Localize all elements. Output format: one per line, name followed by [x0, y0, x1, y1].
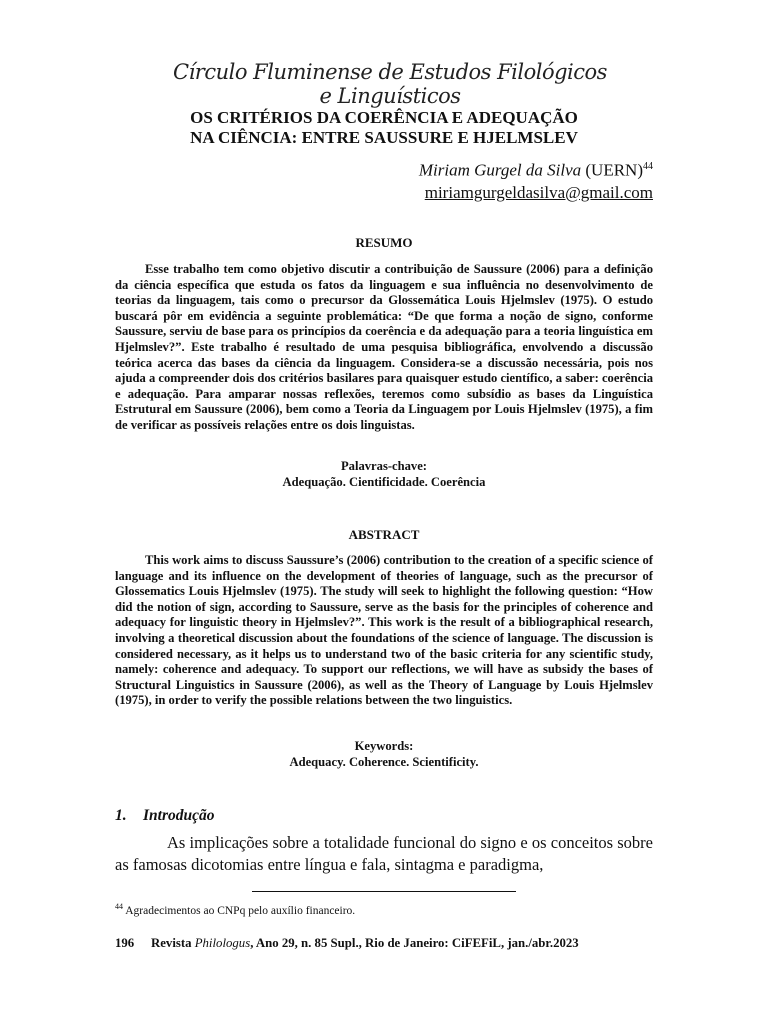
footnote-divider — [252, 891, 516, 892]
page-number: 196 — [115, 936, 135, 950]
resumo-keywords — [115, 458, 653, 490]
section-heading-introducao — [115, 807, 215, 825]
abstract-keywords — [115, 738, 653, 770]
footnote — [115, 902, 355, 917]
abstract-keywords-list: Adequacy. Coherence. Scientificity. — [289, 755, 479, 769]
footer-citation: , Ano 29, n. 85 Supl., Rio de Janeiro: CiFEFiL, jan./abr.2023 — [250, 936, 579, 950]
resumo-body: Esse trabalho tem como objetivo discutir a contribuição de Saussure (2006) para a definição da ciência específica que estuda os fatos da linguagem e sua influência no desenvolvimento de teorias da linguagem, tais como o precursor da Glossemática Louis Hjelmslev (1975). O estudo buscará pôr em evidência a seguinte problemática: “De que forma a noção de signo, conforme Saussure, serviu de base para os princípios da coerência e da adequação para a teoria linguística em Hjelmslev?”. Este trabalho é resultado de uma pesquisa bibliográfica, envolvendo a discussão teórica acerca das bases da ciência da linguagem. Considera-se a discussão necessária, pois nos ajuda a compreender dois dos critérios basilares para quaisquer estudo científico, a saber: coerência e adequação. Para amparar nossas reflexões, teremos como subsídio as bases da Linguística Estrutural em Saussure (2006), bem como a Teoria da Linguagem por Louis Hjelmslev (1975), a fim de verificar as possíveis relações entre os dois linguistas. — [115, 262, 653, 432]
section-title: Introdução — [143, 807, 215, 824]
footer-journal-name: Philologus — [194, 936, 251, 950]
journal-header: Círculo Fluminense de Estudos Filológicos e Linguísticos — [173, 60, 607, 108]
author-line — [419, 156, 653, 182]
author-footnote-marker: 44 — [643, 161, 653, 172]
paper-title — [110, 108, 658, 148]
abstract-heading: ABSTRACT — [348, 527, 420, 542]
title-line-1: OS CRITÉRIOS DA COERÊNCIA E ADEQUAÇÃO — [190, 108, 578, 127]
resumo-keywords-label: Palavras-chave: — [340, 459, 428, 473]
author-block — [419, 156, 653, 204]
author-affiliation: (UERN) — [585, 160, 643, 180]
footnote-marker: 44 — [115, 902, 123, 911]
section-number: 1. — [115, 807, 127, 824]
resumo-heading: RESUMO — [355, 235, 413, 250]
page-footer — [115, 936, 655, 951]
intro-paragraph: As implicações sobre a totalidade funcional do signo e os conceitos sobre as famosas dicotomias entre língua e fala, sintagma e paradigma, — [115, 833, 653, 874]
footnote-text: Agradecimentos ao CNPq pelo auxílio financeiro. — [123, 904, 356, 917]
title-line-2: NA CIÊNCIA: ENTRE SAUSSURE E HJELMSLEV — [190, 128, 578, 147]
author-email[interactable]: miriamgurgeldasilva@gmail.com — [424, 182, 653, 202]
resumo-keywords-list: Adequação. Cientificidade. Coerência — [282, 475, 486, 489]
abstract-keywords-label: Keywords: — [354, 739, 414, 753]
footer-prefix: Revista — [151, 936, 195, 950]
author-name: Miriam Gurgel da Silva — [418, 160, 582, 180]
abstract-body: This work aims to discuss Saussure’s (2006) contribution to the creation of a specific science of language and its influence on the development of theories of language, such as the precursor of Glossematics Louis Hjelmslev (1975). The study will seek to highlight the following question: “How did the notion of sign, according to Saussure, serve as the basis for the principles of coherence and adequacy for linguistic theory in Hjelmslev?”. This work is the result of a bibliographical research, involving a theoretical discussion about the foundations of the science of language. The discussion is considered necessary, as it helps us to understand two of the basic criteria for any scientific study, namely: coherence and adequacy. To support our reflections, we will have as subsidy the bases of Structural Linguistics in Saussure (2006), as well as the Theory of Language by Louis Hjelmslev (1975), in order to verify the possible relations between the two linguistics. — [115, 553, 653, 708]
